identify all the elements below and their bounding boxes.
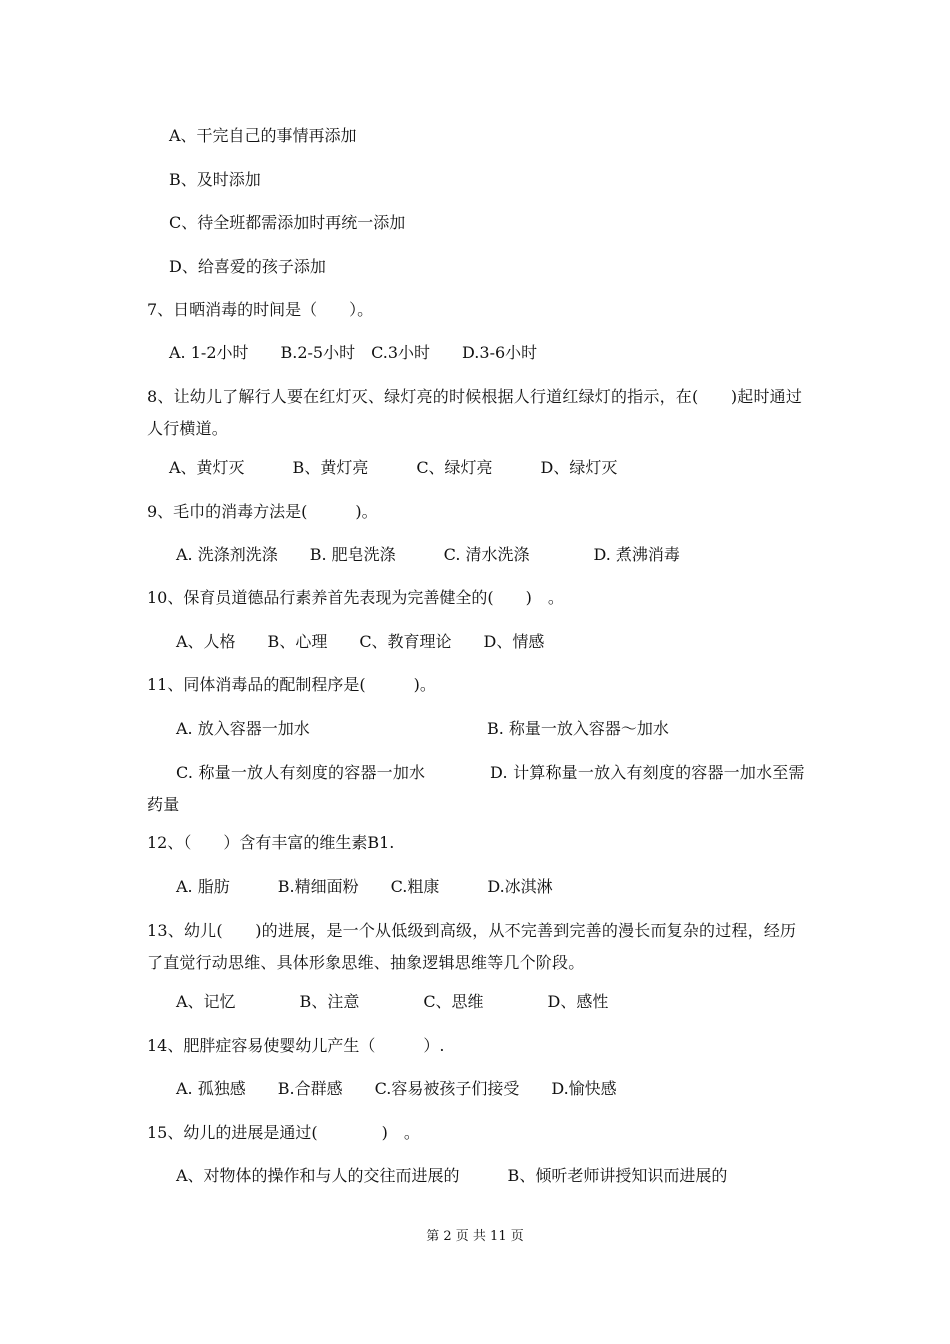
question-10-options: A、人格 B、心理 C、教育理论 D、情感 — [176, 632, 545, 651]
question-8: 8、让幼儿了解行人要在红灯灭、绿灯亮的时候根据人行道红绿灯的指示，在( )起时通过人行横道。 — [147, 387, 803, 438]
question-14: 14、肥胖症容易使婴幼儿产生（ ）. — [147, 1036, 445, 1055]
question-7-options: A. 1-2小时 B.2-5小时 C.3小时 D.3-6小时 — [169, 343, 538, 362]
question-11-option-b: B. 称量一放入容器～加水 — [487, 719, 669, 738]
question-15: 15、幼儿的进展是通过( ) 。 — [147, 1123, 420, 1142]
question-12-options: A. 脂肪 B.精细面粉 C.粗康 D.冰淇淋 — [176, 877, 553, 896]
question-10: 10、保育员道德品行素养首先表现为完善健全的( ) 。 — [147, 588, 564, 607]
question-11: 11、同体消毒品的配制程序是( )。 — [147, 675, 436, 694]
question-9-options: A. 洗涤剂洗涤 B. 肥皂洗涤 C. 清水洗涤 D. 煮沸消毒 — [176, 545, 680, 564]
q6-option-c: C、待全班都需添加时再统一添加 — [169, 213, 406, 232]
q6-option-a: A、干完自己的事情再添加 — [169, 126, 357, 145]
question-8-options: A、黄灯灭 B、黄灯亮 C、绿灯亮 D、绿灯灭 — [169, 458, 618, 477]
q6-option-d: D、给喜爱的孩子添加 — [169, 257, 326, 276]
question-14-options: A. 孤独感 B.合群感 C.容易被孩子们接受 D.愉快感 — [176, 1079, 617, 1098]
question-13-options: A、记忆 B、注意 C、思维 D、感性 — [176, 992, 609, 1011]
question-12: 12、（ ）含有丰富的维生素B1. — [147, 833, 395, 852]
question-11-options-cd: C. 称量一放人有刻度的容器一加水 D. 计算称量一放入有刻度的容器一加水至需药量 — [147, 763, 805, 814]
q6-option-b: B、及时添加 — [169, 170, 261, 189]
question-9: 9、毛巾的消毒方法是( )。 — [147, 502, 378, 521]
page-footer: 第 2 页 共 11 页 — [426, 1229, 524, 1244]
question-11-option-a: A. 放入容器一加水 — [176, 719, 310, 738]
question-7: 7、日晒消毒的时间是（ ）。 — [147, 300, 374, 319]
question-15-options: A、对物体的操作和与人的交往而进展的 B、倾听老师讲授知识而进展的 — [176, 1166, 728, 1185]
question-13: 13、幼儿( )的进展，是一个从低级到高级，从不完善到完善的漫长而复杂的过程，经历了直觉行动思维、具体形象思维、抽象逻辑思维等几个阶段。 — [147, 921, 797, 972]
